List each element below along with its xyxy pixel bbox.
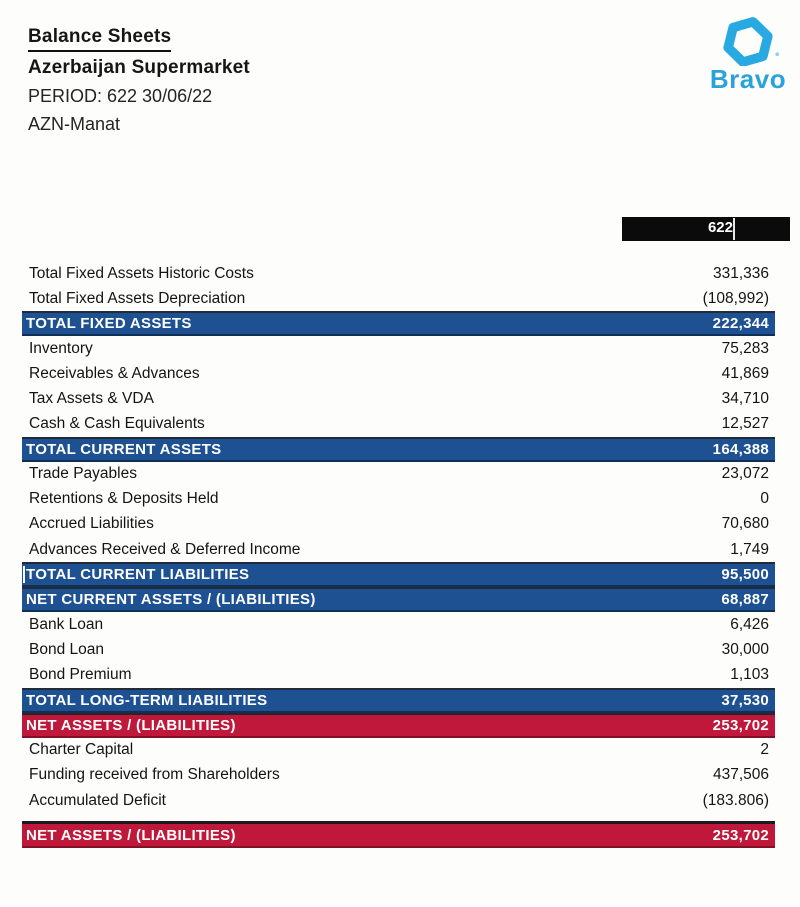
company-name: Azerbaijan Supermarket [28,57,250,78]
balance-row [22,512,775,537]
row-label: TOTAL CURRENT LIABILITIES [26,566,250,584]
balance-row [22,386,775,411]
balance-row [22,763,775,788]
balance-row [22,361,775,386]
row-label: NET ASSETS / (LIABILITIES) [26,826,236,844]
section-spacer [22,813,775,821]
row-value: 1,103 [730,666,769,684]
net-row-red [22,821,775,848]
row-value: 253,702 [712,716,769,734]
balance-row [22,412,775,437]
row-value: 331,336 [712,264,769,282]
row-label: Bank Loan [29,615,104,633]
total-row-blue [22,587,775,612]
balance-row [22,663,775,688]
net-row-red [22,713,775,738]
row-value: 95,500 [721,566,769,584]
balance-row [22,738,775,763]
row-value: 70,680 [721,515,769,533]
column-divider [733,218,735,240]
page-title: Balance Sheets [28,26,171,52]
row-label: Tax Assets & VDA [29,390,154,408]
row-label: Retentions & Deposits Held [29,490,219,508]
total-row-blue [22,311,775,336]
balance-row [22,261,775,286]
row-value: 30,000 [721,640,769,658]
period-column-value: 622 [707,219,733,236]
balance-row [22,537,775,562]
row-label: Total Fixed Assets Historic Costs [29,264,254,282]
row-value: 164,388 [712,440,769,458]
row-label: Total Fixed Assets Depreciation [29,289,246,307]
hexagon-outline-icon [715,16,781,66]
total-row-blue [22,562,775,587]
row-value: 2 [760,741,769,759]
row-value: 0 [760,490,769,508]
balance-row [22,462,775,487]
row-label: Receivables & Advances [29,364,200,382]
row-label: TOTAL FIXED ASSETS [26,315,192,333]
row-value: 1,749 [730,540,769,558]
row-value: 41,869 [721,364,769,382]
row-label: Advances Received & Deferred Income [29,540,301,558]
logo-dot-icon [775,52,779,56]
row-label: Inventory [29,339,93,357]
balance-sheet-table [22,261,775,848]
balance-row [22,286,775,311]
bravo-logo [702,16,794,95]
row-value: (108,992) [702,289,769,307]
period-line: PERIOD: 622 30/06/22 [28,86,213,106]
row-value: 222,344 [712,315,769,333]
row-value: 75,283 [721,339,769,357]
row-label: Charter Capital [29,741,134,759]
balance-row [22,487,775,512]
row-value: 253,702 [712,826,769,844]
currency-line: AZN-Manat [28,114,121,134]
row-label: NET ASSETS / (LIABILITIES) [26,716,236,734]
row-value: (183.806) [702,791,769,809]
row-label: Accumulated Deficit [29,791,166,809]
row-value: 23,072 [721,465,769,483]
row-value: 12,527 [721,415,769,433]
row-label: NET CURRENT ASSETS / (LIABILITIES) [26,591,316,609]
total-row-blue [22,437,775,462]
row-value: 437,506 [712,766,769,784]
logo-wordmark: Bravo [709,64,787,94]
balance-row [22,637,775,662]
row-label: Accrued Liabilities [29,515,154,533]
balance-row [22,336,775,361]
row-label: TOTAL LONG-TERM LIABILITIES [26,691,268,709]
row-label: Bond Loan [29,640,104,658]
period-column-header [622,217,790,241]
balance-row [22,788,775,813]
row-value: 68,887 [721,591,769,609]
row-label: Bond Premium [29,666,132,684]
row-label: Trade Payables [29,465,137,483]
row-label: Funding received from Shareholders [29,766,280,784]
row-value: 34,710 [721,390,769,408]
row-value: 37,530 [721,691,769,709]
row-label: Cash & Cash Equivalents [29,415,205,433]
row-value: 6,426 [730,615,769,633]
total-row-blue [22,688,775,713]
balance-row [22,612,775,637]
row-label: TOTAL CURRENT ASSETS [26,440,222,458]
